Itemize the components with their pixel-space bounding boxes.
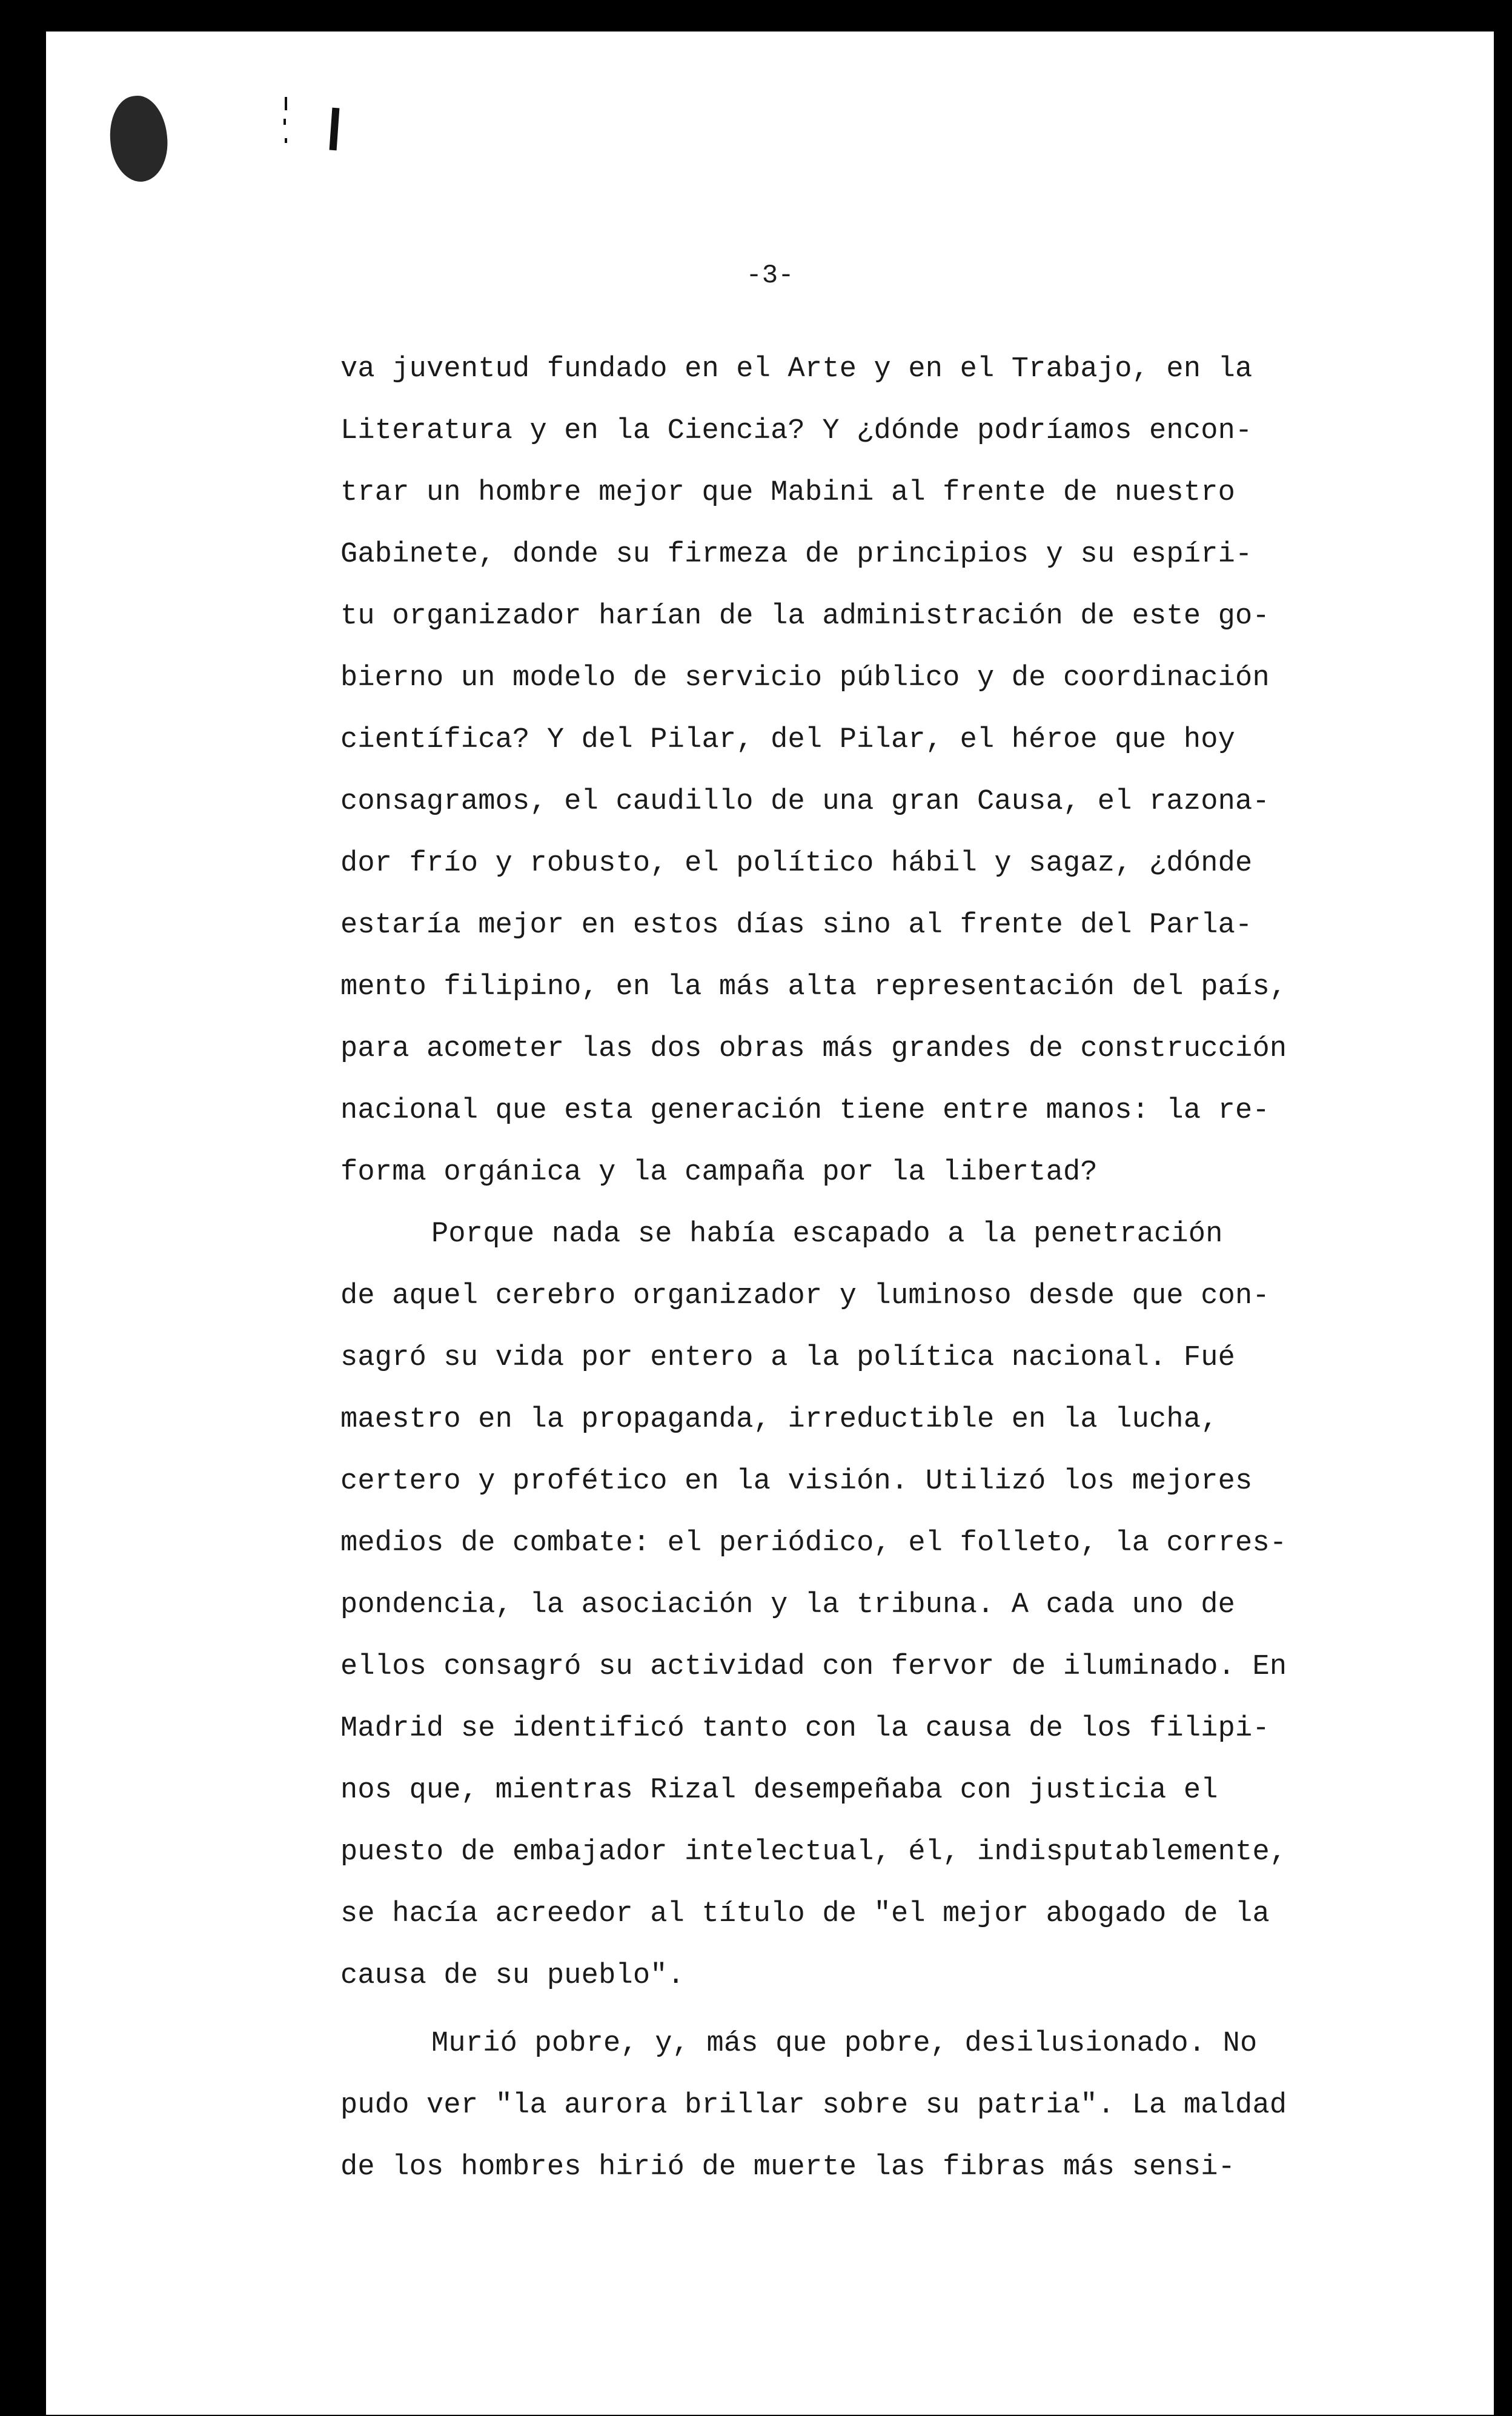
text-line: forma orgánica y la campaña por la libertad? bbox=[340, 1157, 1098, 1189]
text-line: Murió pobre, y, más que pobre, desilusionado. No bbox=[431, 2028, 1258, 2060]
text-line: nos que, mientras Rizal desempeñaba con justicia el bbox=[340, 1774, 1218, 1807]
text-line: de los hombres hirió de muerte las fibras más sensi- bbox=[340, 2151, 1236, 2183]
text-line: sagró su vida por entero a la política nacional. Fué bbox=[340, 1342, 1236, 1374]
text-line: certero y profético en la visión. Utilizó los mejores bbox=[340, 1465, 1253, 1498]
text-line: estaría mejor en estos días sino al frente del Parla- bbox=[340, 909, 1253, 941]
text-line: mento filipino, en la más alta representación del país, bbox=[340, 971, 1287, 1003]
text-line: ellos consagró su actividad con fervor de iluminado. En bbox=[340, 1651, 1287, 1683]
text-line: científica? Y del Pilar, del Pilar, el héroe que hoy bbox=[340, 724, 1236, 756]
text-line: pudo ver "la aurora brillar sobre su patria". La maldad bbox=[340, 2089, 1287, 2122]
text-line: causa de su pueblo". bbox=[340, 1960, 685, 1992]
text-line: Gabinete, donde su firmeza de principios y su espíri- bbox=[340, 539, 1253, 571]
ink-mark bbox=[284, 119, 286, 125]
text-line: consagramos, el caudillo de una gran Causa, el razona- bbox=[340, 786, 1270, 818]
text-line: se hacía acreedor al título de "el mejor abogado de la bbox=[340, 1898, 1270, 1930]
text-line: nacional que esta generación tiene entre manos: la re- bbox=[340, 1095, 1270, 1127]
text-line: tu organizador harían de la administración de este go- bbox=[340, 600, 1270, 632]
text-line: trar un hombre mejor que Mabini al frente de nuestro bbox=[340, 477, 1236, 509]
text-line: maestro en la propaganda, irreductible en la lucha, bbox=[340, 1404, 1218, 1436]
text-line: medios de combate: el periódico, el folleto, la corres- bbox=[340, 1527, 1287, 1559]
text-line: Porque nada se había escapado a la penetración bbox=[431, 1218, 1223, 1250]
text-line: Madrid se identificó tanto con la causa de los filipi- bbox=[340, 1713, 1270, 1745]
text-line: puesto de embajador intelectual, él, indisputablemente, bbox=[340, 1836, 1287, 1868]
ink-mark bbox=[285, 138, 287, 143]
ink-mark bbox=[285, 97, 287, 110]
text-line: para acometer las dos obras más grandes de construcción bbox=[340, 1033, 1287, 1065]
text-line: pondencia, la asociación y la tribuna. A cada uno de bbox=[340, 1589, 1236, 1621]
text-line: dor frío y robusto, el político hábil y sagaz, ¿dónde bbox=[340, 848, 1253, 880]
text-line: va juventud fundado en el Arte y en el Trabajo, en la bbox=[340, 353, 1253, 385]
page-number: -3- bbox=[746, 261, 794, 291]
text-line: Literatura y en la Ciencia? Y ¿dónde podríamos encon- bbox=[340, 415, 1253, 447]
text-line: bierno un modelo de servicio público y de coordinación bbox=[340, 662, 1270, 694]
text-line: de aquel cerebro organizador y luminoso desde que con- bbox=[340, 1280, 1270, 1312]
